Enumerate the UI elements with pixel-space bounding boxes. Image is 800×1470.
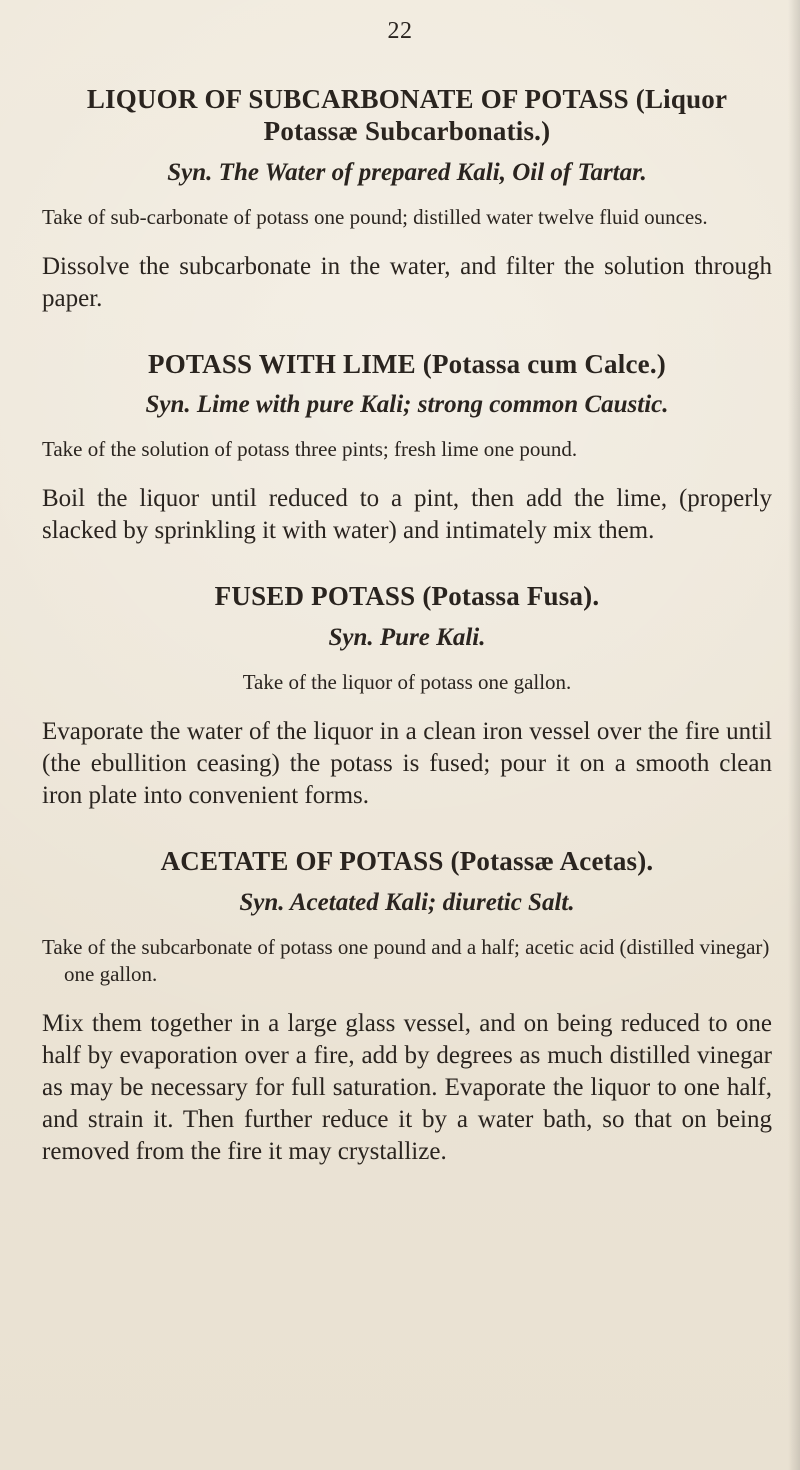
- entry-heading: [42, 846, 772, 878]
- recipe-text: Take of the liquor of potass one gallon.: [242, 670, 572, 695]
- recipe-text: Take of the subcarbonate of potass one pound and a half; acetic acid (distilled vinegar) one gallon.: [42, 934, 770, 986]
- synonym-line: Syn. Lime with pure Kali; strong common Caustic.: [145, 391, 669, 419]
- recipe-text: Take of the solution of potass three pints; fresh lime one pound.: [42, 437, 578, 462]
- synonym-line: Syn. Pure Kali.: [328, 624, 486, 652]
- heading-paren-text: (Potassæ Acetas).: [450, 846, 654, 877]
- heading-main-text: POTASS WITH LIME: [148, 348, 416, 379]
- page-number: 22: [387, 18, 413, 44]
- heading-paren-text: (Potassa cum Calce.): [422, 348, 666, 379]
- directions-text: Evaporate the water of the liquor in a clean iron vessel over the fire until (the ebullition ceasing) the potass is fused; pour it on a smooth clean iron plate into convenient forms.: [42, 718, 772, 810]
- heading-main-text: ACETATE OF POTASS: [160, 846, 444, 877]
- entry-liquor-subcarbonate: [42, 84, 772, 315]
- entry-potass-with-lime: [42, 349, 772, 548]
- directions-text: Dissolve the subcarbonate in the water, and filter the solution through paper.: [42, 252, 772, 312]
- entry-acetate-potass: [42, 846, 772, 1168]
- heading-main-text: LIQUOR OF SUBCARBONATE OF POTASS: [86, 84, 629, 114]
- heading-paren-text: (Liquor Potassæ Subcarbonatis.): [263, 84, 728, 146]
- entry-heading: [42, 84, 772, 148]
- entry-fused-potass: [42, 581, 772, 812]
- entry-heading: [42, 349, 772, 381]
- entry-heading: [42, 581, 772, 613]
- page-edge-shadow: [788, 0, 800, 1470]
- heading-main-text: FUSED POTASS: [214, 581, 416, 612]
- directions-text: Mix them together in a large glass vessel, and on being reduced to one half by evaporation over a fire, add by degrees as much distilled vinegar as may be necessary for full saturation. Evaporate the liquor to one half, and strain it. Then further reduce it by a water bath, so that on being removed from the fire it may crystallize.: [42, 1009, 772, 1165]
- synonym-line: Syn. Acetated Kali; diuretic Salt.: [239, 888, 575, 916]
- heading-paren-text: (Potassa Fusa).: [422, 581, 600, 612]
- synonym-line: Syn. The Water of prepared Kali, Oil of Tartar.: [167, 158, 647, 186]
- recipe-text: Take of sub-carbonate of potass one pound; distilled water twelve fluid ounces.: [42, 204, 708, 229]
- directions-text: Boil the liquor until reduced to a pint, then add the lime, (properly slacked by sprinkling it with water) and intimately mix them.: [42, 485, 772, 545]
